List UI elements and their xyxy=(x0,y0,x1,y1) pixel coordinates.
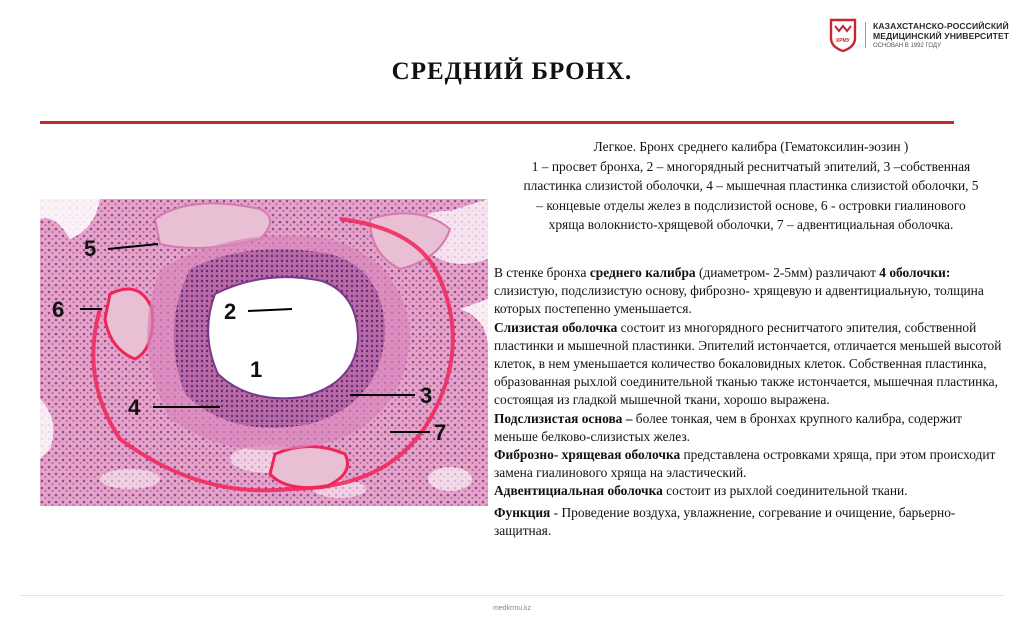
caption-line-5: хряща волокнисто-хрящевой оболочки, 7 – адвентициальная оболочка. xyxy=(548,217,954,232)
shield-emblem-icon xyxy=(829,18,857,52)
paragraph-function xyxy=(494,504,1008,540)
intro-bold-caliber: среднего калибра xyxy=(589,265,696,280)
adventitia-text: состоит из рыхлой соединительной ткани. xyxy=(662,483,908,499)
caption-line-2: 1 – просвет бронха, 2 – многорядный реснитчатый эпителий, 3 –собственная xyxy=(531,158,971,174)
logo-text xyxy=(873,21,1009,51)
label-6: 6 xyxy=(52,297,65,322)
paragraph-adventitia xyxy=(494,482,1008,500)
footer-divider xyxy=(20,595,1004,596)
bronchus-lumen xyxy=(208,277,358,398)
fibrocartilage-heading: Фиброзно- хрящевая оболочка xyxy=(494,447,681,463)
figure-caption xyxy=(494,137,1008,235)
cartilage-island-bottom xyxy=(270,447,348,488)
label-2: 2 xyxy=(224,299,237,324)
bronchus-micrograph xyxy=(40,199,488,506)
emblem-text: КРМУ xyxy=(836,38,850,44)
adventitia-heading: Адвентициальная оболочка xyxy=(494,483,663,499)
intro-text-a: В стенке бронха xyxy=(494,265,590,280)
mucosa-text: состоит из многорядного реснитчатого эпителия, собственной пластинки и мышечной пластинки. Эпителий истончается, отличается меньшей высотой клеток, в нем уменьшается количество бокаловидных клеток. Собственная пластинка, образованная рыхлой соединительной тканью также истончается, мышечная пластинка, состоящая из гладкой мышечной ткани, хорошо выражена. xyxy=(494,319,1002,408)
paragraph-intro xyxy=(494,264,1008,319)
title-underline xyxy=(40,121,954,124)
logo-line-3: ОСНОВАН В 1992 ГОДУ xyxy=(873,43,941,49)
intro-bold-layers: 4 оболочки: xyxy=(879,265,951,280)
intro-text-e: слизистую, подслизистую основу, фиброзно- хрящевую и адвентициальную, толщина которых постепенно уменьшается. xyxy=(494,283,984,317)
slide-title: СРЕДНИЙ БРОНХ. xyxy=(391,58,633,85)
university-logo xyxy=(829,18,1019,54)
intro-text-c: (диаметром- 2-5мм) различают xyxy=(695,265,880,280)
paragraph-mucosa xyxy=(494,319,1008,410)
label-1: 1 xyxy=(250,357,263,382)
submucosa-heading: Подслизистая основа – xyxy=(494,410,633,426)
logo-line-2: МЕДИЦИНСКИЙ УНИВЕРСИТЕТ xyxy=(873,31,1010,41)
caption-line-3: пластинка слизистой оболочки, 4 – мышечная пластинка слизистой оболочки, 5 xyxy=(523,178,979,193)
caption-line-4: – концевые отделы желез в подслизистой основе, 6 - островки гиалинового xyxy=(536,197,966,213)
label-7: 7 xyxy=(434,420,447,445)
caption-line-1: Легкое. Бронх среднего калибра (Гематоксилин-эозин ) xyxy=(593,139,909,154)
footer-url: medkrmu.kz xyxy=(492,605,532,612)
mucosa-heading: Слизистая оболочка xyxy=(494,319,618,335)
function-heading: Функция xyxy=(494,504,551,520)
description-text xyxy=(494,264,1008,540)
fibrocartilage-text: представлена островками хряща, при этом происходит замена гиалинового хряща на эластический. xyxy=(494,447,996,481)
label-4: 4 xyxy=(128,395,141,420)
label-5: 5 xyxy=(84,236,97,261)
paragraph-submucosa xyxy=(494,410,1008,446)
paragraph-fibrocartilage xyxy=(494,446,1008,482)
submucosa-text: более тонкая, чем в бронхах крупного калибра, содержит меньше белково-слизистых желез. xyxy=(494,410,962,444)
function-text: - Проведение воздуха, увлажнение, согревание и очищение, барьерно- защитная. xyxy=(494,504,956,538)
label-3: 3 xyxy=(420,383,433,408)
logo-line-1: КАЗАХСТАНСКО-РОССИЙСКИЙ xyxy=(873,21,1009,31)
logo-separator xyxy=(865,22,866,48)
